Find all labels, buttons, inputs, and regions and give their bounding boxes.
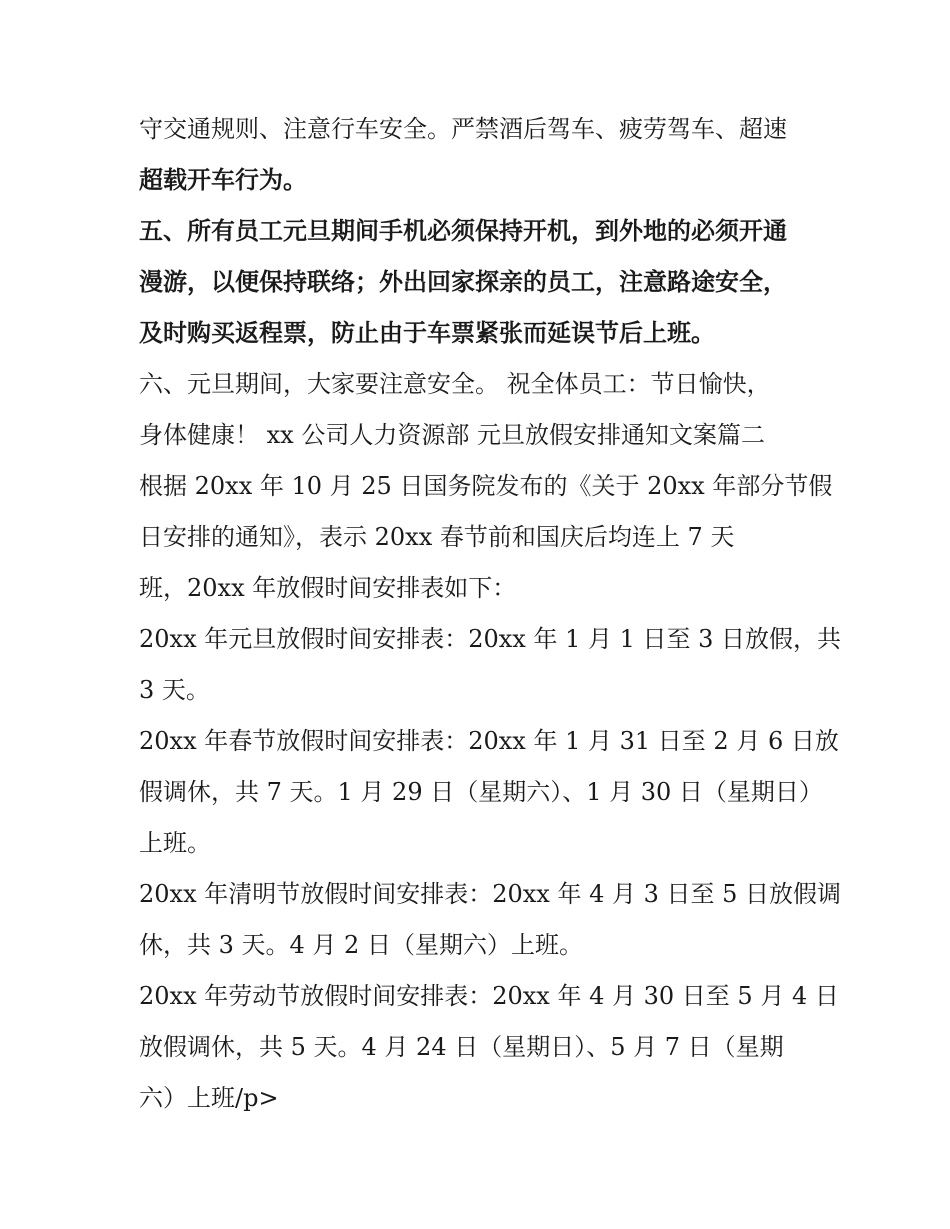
text-line: 漫游，以便保持联络；外出回家探亲的员工，注意路途安全， <box>139 268 787 296</box>
text-line: 上班。 <box>139 829 211 857</box>
text-line: 20xx 年劳动节放假时间安排表：20xx 年 4 月 30 日至 5 月 4 日 <box>139 982 839 1010</box>
text-line: 班，20xx 年放假时间安排表如下： <box>139 574 517 602</box>
text-line: 假调休，共 7 天。1 月 29 日（星期六）、1 月 30 日（星期日） <box>139 778 823 806</box>
text-line: 身体健康！ xx 公司人力资源部 元旦放假安排通知文案篇二 <box>139 421 765 449</box>
text-line: 20xx 年清明节放假时间安排表：20xx 年 4 月 3 日至 5 日放假调 <box>139 880 842 908</box>
text-line: 日安排的通知》，表示 20xx 春节前和国庆后均连上 7 天 <box>139 523 735 551</box>
text-line: 根据 20xx 年 10 月 25 日国务院发布的《关于 20xx 年部分节假 <box>139 472 833 500</box>
text-line: 守交通规则、注意行车安全。严禁酒后驾车、疲劳驾车、超速 <box>139 115 787 143</box>
text-line: 六、元旦期间，大家要注意安全。 祝全体员工：节日愉快， <box>139 370 771 398</box>
text-line: 20xx 年元旦放假时间安排表：20xx 年 1 月 1 日至 3 日放假，共 <box>139 625 842 653</box>
text-line: 六）上班/p> <box>139 1084 279 1112</box>
document-body <box>139 104 842 1124</box>
text-line: 超载开车行为。 <box>139 166 307 194</box>
text-line: 3 天。 <box>139 676 210 704</box>
text-line: 放假调休，共 5 天。4 月 24 日（星期日）、5 月 7 日（星期 <box>139 1033 784 1061</box>
text-line: 20xx 年春节放假时间安排表：20xx 年 1 月 31 日至 2 月 6 日放 <box>139 727 839 755</box>
text-line: 五、所有员工元旦期间手机必须保持开机，到外地的必须开通 <box>139 217 787 245</box>
text-line: 及时购买返程票，防止由于车票紧张而延误节后上班。 <box>139 319 715 347</box>
text-line: 休，共 3 天。4 月 2 日（星期六）上班。 <box>139 931 583 959</box>
